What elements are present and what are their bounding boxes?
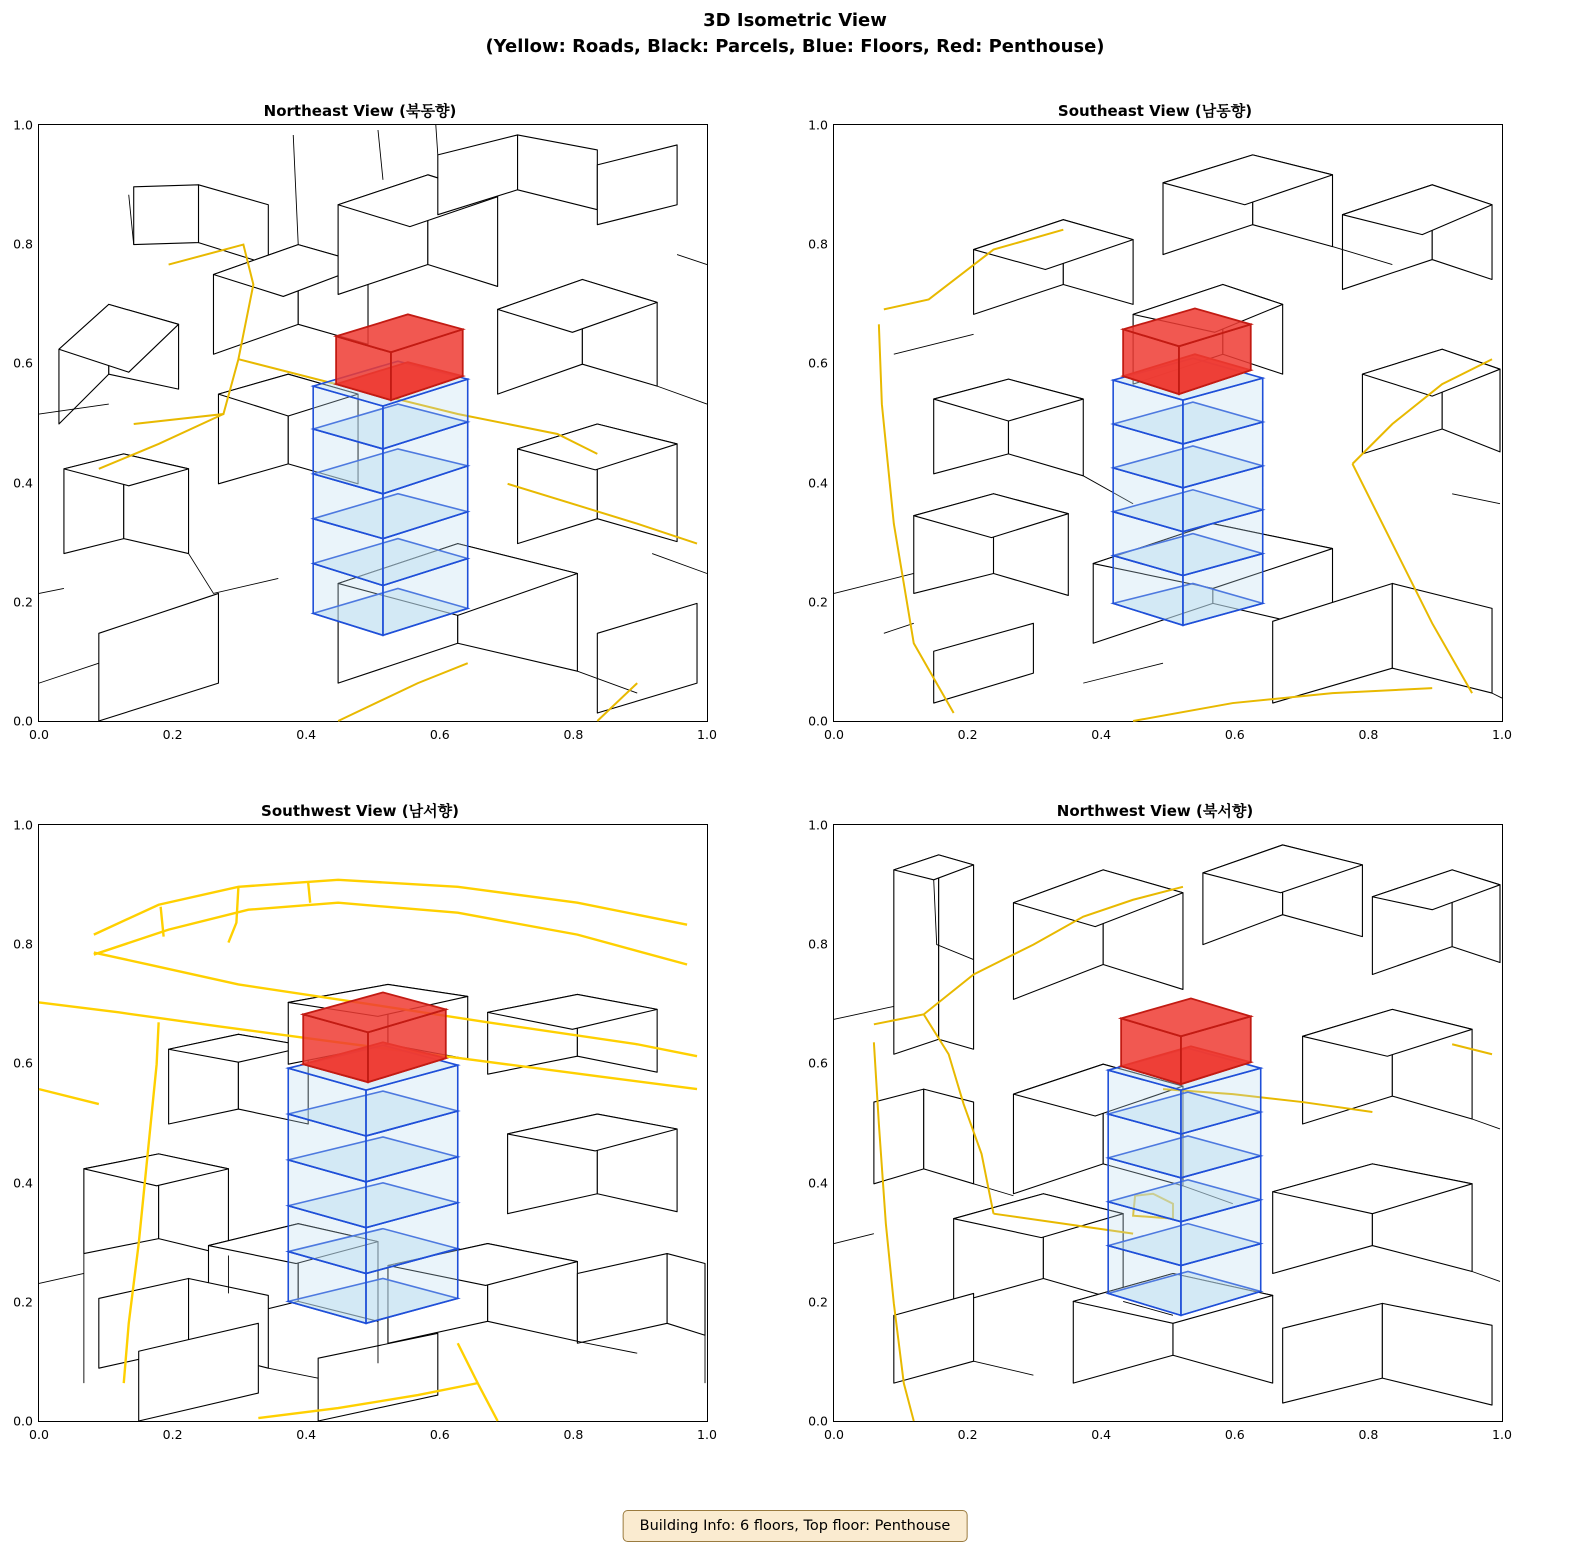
x-tick: 0.6 [429,1427,450,1442]
axes-northwest [808,817,1512,1442]
x-tick: 0.8 [1358,1427,1379,1442]
y-tick: 0.2 [13,1294,33,1310]
x-tick: 0.4 [1091,1427,1112,1442]
x-tick: 0.2 [957,1427,978,1442]
y-tick: 0.8 [13,236,33,252]
y-tick: 0.4 [808,1175,828,1191]
x-tick: 1.0 [1492,1427,1512,1442]
y-tick: 0.0 [808,713,828,729]
x-tick: 0.0 [824,727,844,742]
y-tick: 0.2 [808,1294,828,1310]
y-tick: 0.4 [808,475,828,491]
y-tick: 0.6 [13,1055,33,1071]
x-tick: 0.8 [1358,727,1379,742]
subplot-title-southwest: Southwest View (남서향) [261,802,459,820]
y-tick: 1.0 [13,817,33,833]
subplot-southwest [0,800,720,1448]
y-tick: 0.8 [13,936,33,952]
x-tick: 0.2 [162,727,183,742]
y-tick: 0.6 [808,1055,828,1071]
y-tick: 0.8 [808,236,828,252]
subplot-title-southeast: Southeast View (남동향) [1057,102,1253,120]
x-tick: 0.2 [957,727,978,742]
y-tick: 0.0 [13,713,33,729]
x-tick: 1.0 [1492,727,1512,742]
y-tick: 0.6 [13,355,33,371]
figure-title [0,8,1590,60]
y-tick: 0.6 [808,355,828,371]
x-tick: 0.6 [1224,727,1245,742]
subplot-title-northeast: Northeast View (북동향) [263,102,457,120]
x-tick: 0.4 [296,1427,317,1442]
x-tick: 0.6 [429,727,450,742]
y-tick: 1.0 [808,817,828,833]
y-tick: 1.0 [808,117,828,133]
y-tick: 0.4 [13,475,33,491]
figure-title-line1: 3D Isometric View [703,10,887,31]
x-tick: 0.0 [29,1427,49,1442]
x-tick: 0.4 [296,727,317,742]
axes-southwest [13,817,717,1442]
x-tick: 0.0 [824,1427,844,1442]
x-tick: 0.4 [1091,727,1112,742]
x-tick: 0.6 [1224,1427,1245,1442]
subplot-southeast [795,100,1515,748]
x-tick: 0.8 [563,727,584,742]
subplot-northeast [0,100,720,748]
y-tick: 0.0 [808,1413,828,1429]
subplot-title-northwest: Northwest View (북서향) [1056,802,1254,820]
building-info-box: Building Info: 6 floors, Top floor: Penthouse [623,1510,968,1542]
x-tick: 0.0 [29,727,49,742]
y-tick: 0.2 [13,594,33,610]
axes-northeast [13,117,717,742]
y-tick: 0.2 [808,594,828,610]
x-tick: 0.8 [563,1427,584,1442]
y-tick: 0.0 [13,1413,33,1429]
y-tick: 1.0 [13,117,33,133]
x-tick: 1.0 [697,727,717,742]
y-tick: 0.8 [808,936,828,952]
subplot-northwest [795,800,1515,1448]
figure-title-line2: (Yellow: Roads, Black: Parcels, Blue: Floors, Red: Penthouse) [485,36,1105,58]
x-tick: 1.0 [697,1427,717,1442]
y-tick: 0.4 [13,1175,33,1191]
axes-southeast [808,117,1512,742]
x-tick: 0.2 [162,1427,183,1442]
